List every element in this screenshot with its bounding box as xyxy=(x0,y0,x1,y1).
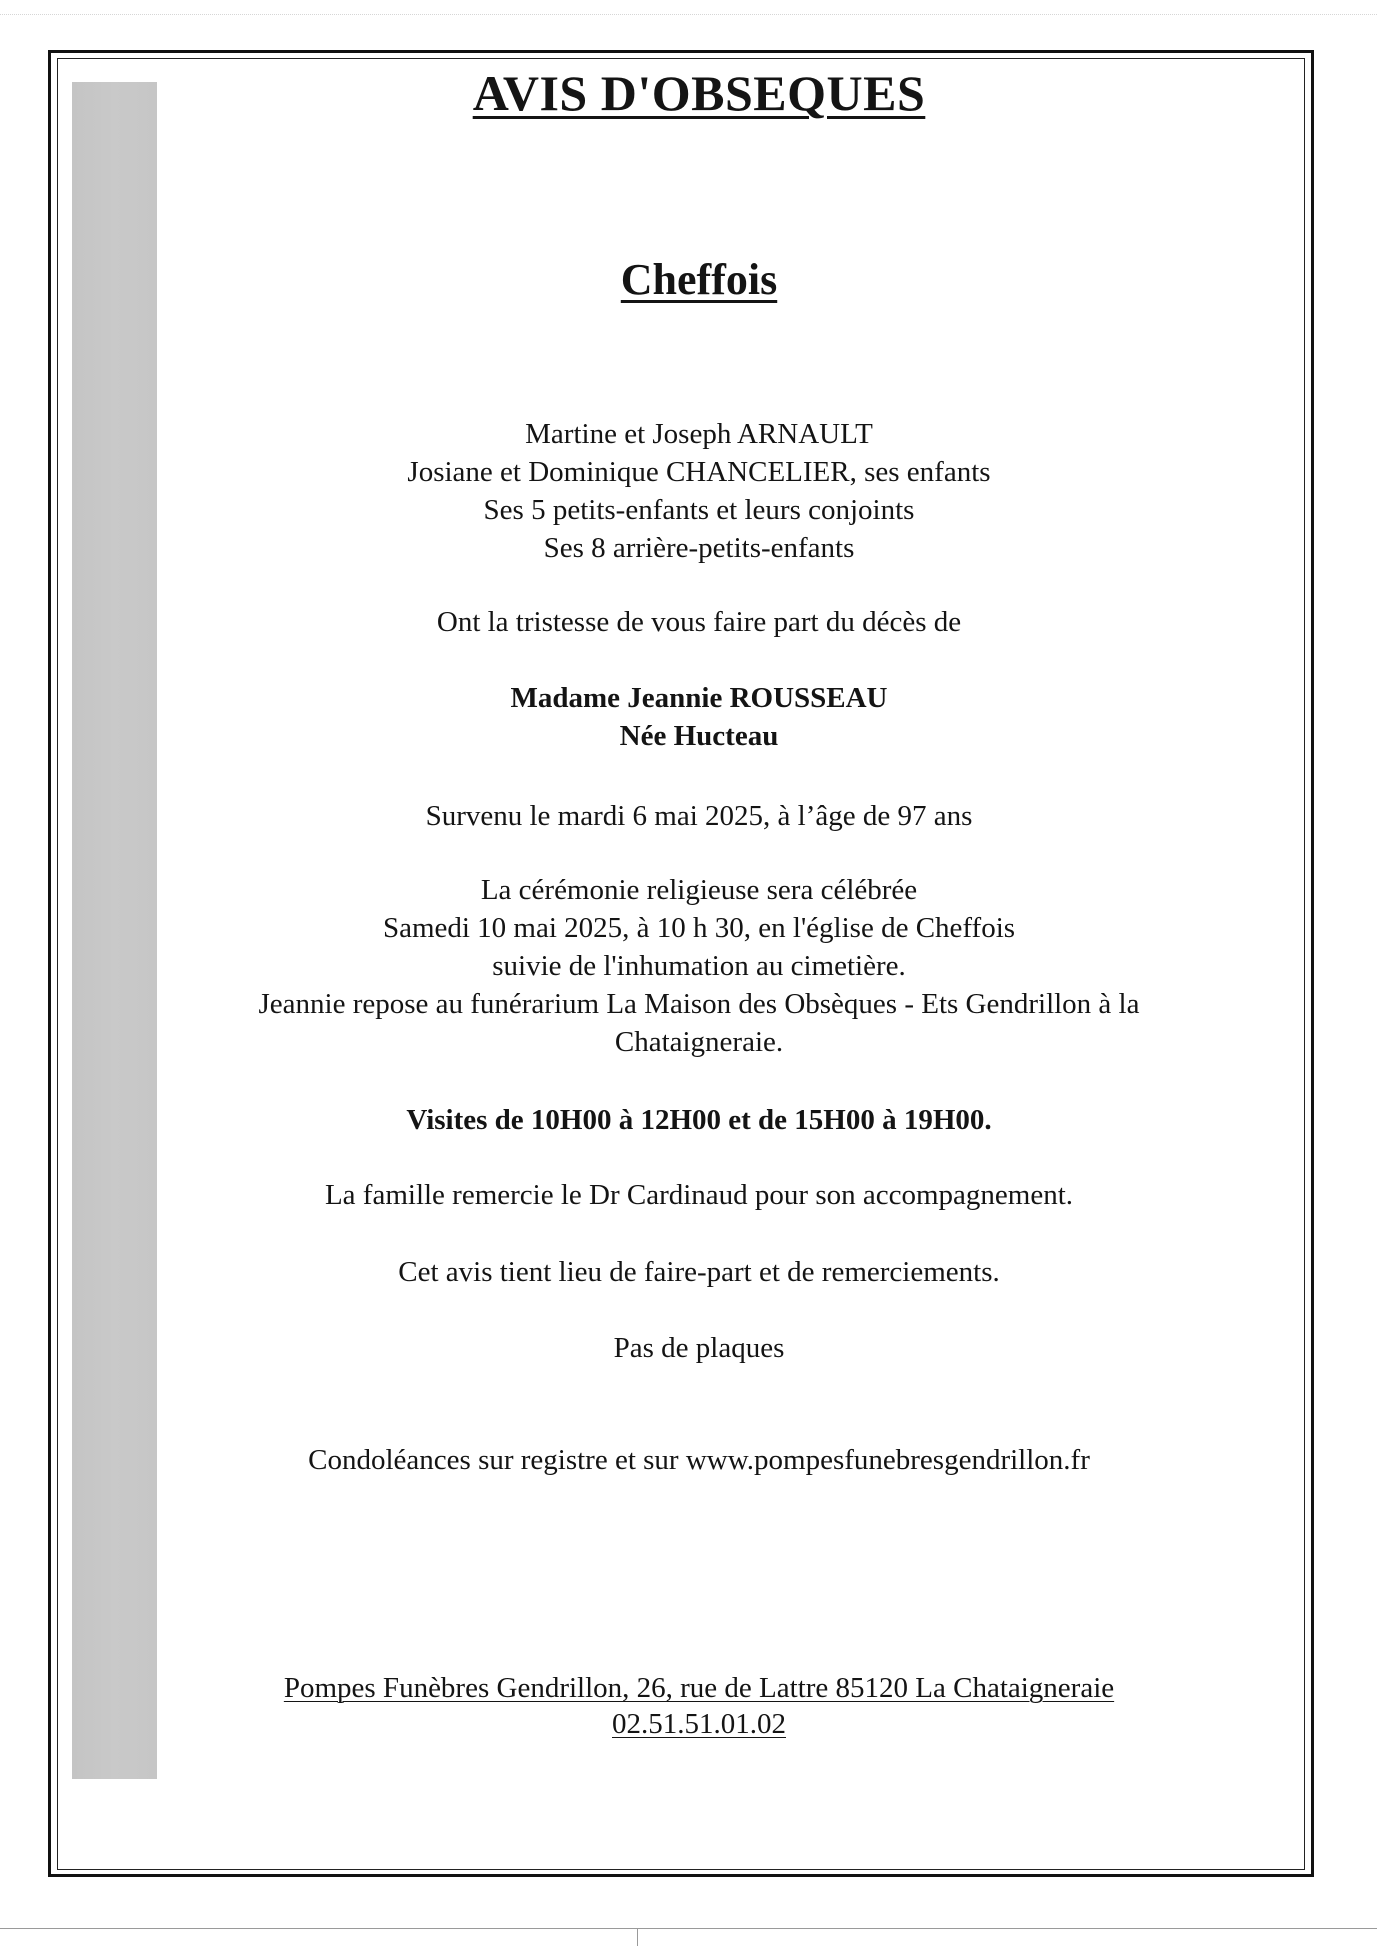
death-info: Survenu le mardi 6 mai 2025, à l’âge de 97 ans xyxy=(425,800,973,832)
ceremony-line-3: suivie de l'inhumation au cimetière. xyxy=(492,950,906,982)
footer-phone: 02.51.51.01.02 xyxy=(612,1708,786,1740)
family-line-2: Josiane et Dominique CHANCELIER, ses enfants xyxy=(407,456,991,488)
maiden-name: Née Hucteau xyxy=(619,720,779,752)
family-line-4: Ses 8 arrière-petits-enfants xyxy=(543,532,855,564)
scan-edge-tick xyxy=(637,1929,638,1946)
notice-title: AVIS D'OBSEQUES xyxy=(472,65,926,121)
footer-address: Pompes Funèbres Gendrillon, 26, rue de Lattre 85120 La Chataigneraie xyxy=(283,1672,1115,1704)
announcement: Ont la tristesse de vous faire part du décès de xyxy=(436,606,962,638)
deceased-name: Madame Jeannie ROUSSEAU xyxy=(510,682,888,714)
visiting-hours: Visites de 10H00 à 12H00 et de 15H00 à 19H00. xyxy=(406,1104,992,1136)
ceremony-line-5: Chataigneraie. xyxy=(614,1026,784,1058)
decorative-side-band xyxy=(72,82,157,1779)
scan-edge-bottom xyxy=(0,1928,1377,1929)
ceremony-line-1: La cérémonie religieuse sera célébrée xyxy=(480,874,918,906)
notice-place: Cheffois xyxy=(620,255,778,304)
ceremony-line-2: Samedi 10 mai 2025, à 10 h 30, en l'église de Cheffois xyxy=(382,912,1016,944)
thanks-doctor: La famille remercie le Dr Cardinaud pour son accompagnement. xyxy=(324,1179,1074,1211)
family-line-1: Martine et Joseph ARNAULT xyxy=(525,418,873,450)
family-line-3: Ses 5 petits-enfants et leurs conjoints xyxy=(483,494,915,526)
ceremony-line-4: Jeannie repose au funérarium La Maison des Obsèques - Ets Gendrillon à la xyxy=(258,988,1140,1020)
notice-content xyxy=(160,0,1238,1946)
no-plaques: Pas de plaques xyxy=(613,1332,785,1364)
notice-replaces: Cet avis tient lieu de faire-part et de remerciements. xyxy=(398,1256,1000,1288)
condolences: Condoléances sur registre et sur www.pompesfunebresgendrillon.fr xyxy=(308,1444,1090,1476)
